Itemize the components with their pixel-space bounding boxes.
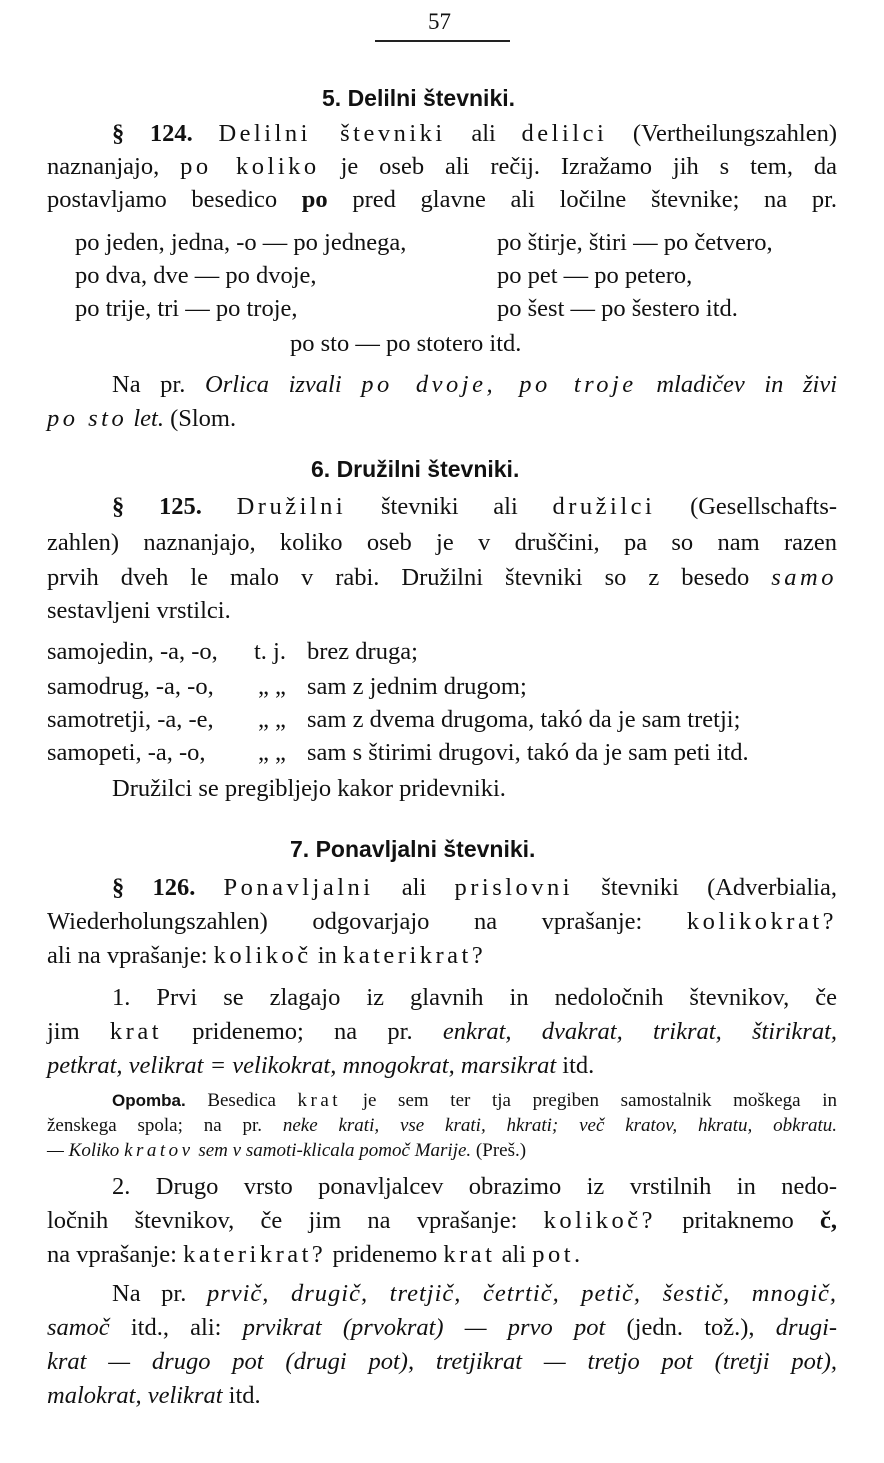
para-124-line-1: § 124. Delilni števniki ali delilci (Vertheilungszahlen) xyxy=(112,120,838,147)
table-row-ditto: „ „ xyxy=(258,706,286,733)
term: Družilni xyxy=(236,493,347,520)
para-125-line-4: sestavljeni vrstilci. xyxy=(47,597,231,624)
examples-line-2: samoč itd., ali: prvikrat (prvokrat) — prvo pot (jedn. tož.), drugi- xyxy=(47,1314,838,1341)
quote-line-2: po sto let. (Slom. xyxy=(47,405,237,432)
table-row-ditto: „ „ xyxy=(258,673,286,700)
table-row-meaning: brez druga; xyxy=(307,638,418,665)
para-125-line-1: § 125. Družilni števniki ali družilci (Gesellschafts- xyxy=(112,493,838,520)
section-6-heading: 6. Družilni števniki. xyxy=(311,456,520,482)
table-row-word: samopeti, -a, -o, xyxy=(47,739,206,766)
table-row-meaning: sam z jednim drugom; xyxy=(307,673,527,700)
paragraph-mark: § 125. xyxy=(112,493,202,520)
term: po koliko xyxy=(180,153,320,180)
term: Delilni števniki xyxy=(218,120,446,147)
examples-line-3: krat — drugo pot (drugi pot), tretjikrat — tretjo pot (tretji pot), xyxy=(47,1348,837,1375)
table-row-ditto: t. j. xyxy=(254,638,286,665)
para-126-line-1: § 126. Ponavljalni ali prislovni števniki (Adverbialia, xyxy=(112,874,837,901)
table-row-word: samotretji, -a, -e, xyxy=(47,706,214,733)
item-1-line-1: 1. Prvi se zlagajo iz glavnih in nedoločnih števnikov, če xyxy=(112,984,837,1011)
para-124-line-2: naznanjajo, po koliko je oseb ali rečij. Izražamo jih s tem, da xyxy=(47,153,838,180)
item-2-line-2: ločnih števnikov, če jim na vprašanje: kolikoč? pritaknemo č, xyxy=(47,1207,838,1234)
header-rule xyxy=(375,40,510,42)
table-row-word: samodrug, -a, -o, xyxy=(47,673,214,700)
example-right-1: po štirje, štiri — po četvero, xyxy=(497,229,773,256)
term: družilci xyxy=(552,493,656,520)
example-right-2: po pet — po petero, xyxy=(497,262,693,289)
paragraph-mark: § 124. xyxy=(112,120,193,147)
para-124-line-3: postavljamo besedico po pred glavne ali ločilne števnike; na pr. xyxy=(47,186,838,213)
section-7-heading: 7. Ponavljalni števniki. xyxy=(290,836,536,862)
term: prislovni xyxy=(454,874,574,901)
page-number: 57 xyxy=(428,9,451,34)
item-2-line-3: na vprašanje: katerikrat? pridenemo krat ali pot. xyxy=(47,1241,584,1268)
para-126-line-3: ali na vprašanje: kolikoč in katerikrat? xyxy=(47,942,487,969)
note-line-2: ženskega spola; na pr. neke krati, vse krati, hkrati; več kratov, hkratu, obkratu. xyxy=(47,1115,837,1136)
para-125-closing: Družilci se pregibljejo kakor pridevniki. xyxy=(112,775,506,802)
table-row-ditto: „ „ xyxy=(258,739,286,766)
examples-line-4: malokrat, velikrat itd. xyxy=(47,1382,261,1409)
example-left-1: po jeden, jedna, -o — po jednega, xyxy=(75,229,407,256)
note-line-3: — Koliko kratov sem v samoti-klicala pomoč Marije. (Preš.) xyxy=(47,1140,527,1161)
item-1-line-2: jim krat pridenemo; na pr. enkrat, dvakrat, trikrat, štirikrat, xyxy=(47,1018,838,1045)
para-125-line-3: prvih dveh le malo v rabi. Družilni števniki so z besedo samo xyxy=(47,564,837,591)
section-5-heading: 5. Delilni števniki. xyxy=(322,85,516,111)
example-right-3: po šest — po šestero itd. xyxy=(497,295,738,322)
table-row-word: samojedin, -a, -o, xyxy=(47,638,218,665)
para-126-line-2: Wiederholungszahlen) odgovarjajo na vprašanje: kolikokrat? xyxy=(47,908,837,935)
examples-line-1: Na pr. prvič, drugič, tretjič, četrtič, petič, šestič, mnogič, xyxy=(112,1280,838,1307)
paragraph-mark: § 126. xyxy=(112,874,196,901)
example-left-3: po trije, tri — po troje, xyxy=(75,295,298,322)
para-125-line-2: zahlen) naznanjajo, koliko oseb je v druščini, pa so nam razen xyxy=(47,529,837,556)
table-row-meaning: sam s štirimi drugovi, takó da je sam peti itd. xyxy=(307,739,749,766)
term: Ponavljalni xyxy=(223,874,374,901)
item-2-line-1: 2. Drugo vrsto ponavljalcev obrazimo iz vrstilnih in nedo- xyxy=(112,1173,837,1200)
quote-line-1: Na pr. Orlica izvali po dvoje, po troje mladičev in živi xyxy=(112,371,838,398)
note-line-1: Opomba. Besedica krat je sem ter tja pregiben samostalnik moškega in xyxy=(112,1090,838,1111)
example-center: po sto — po stotero itd. xyxy=(290,330,522,357)
example-left-2: po dva, dve — po dvoje, xyxy=(75,262,317,289)
term: delilci xyxy=(521,120,608,147)
item-1-line-3: petkrat, velikrat = velikokrat, mnogokrat, marsikrat itd. xyxy=(47,1052,595,1079)
table-row-meaning: sam z dvema drugoma, takó da je sam tretji; xyxy=(307,706,741,733)
